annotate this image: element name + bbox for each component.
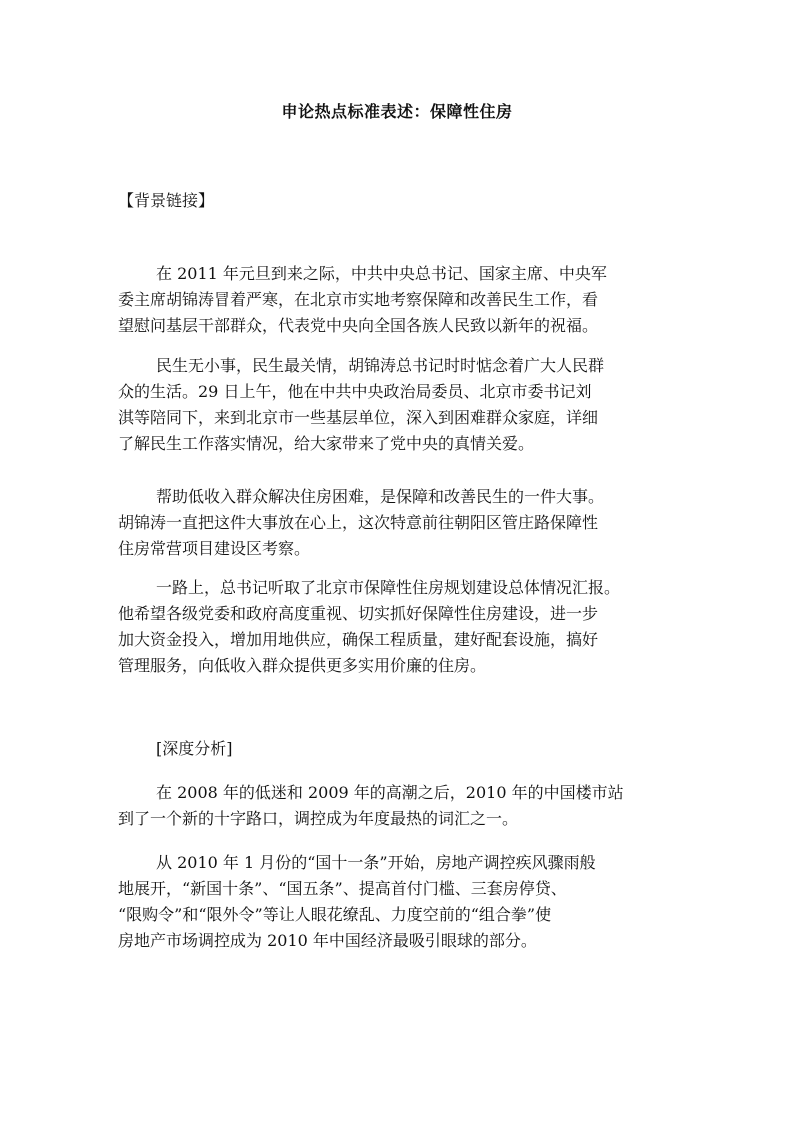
paragraph-analysis-2 — [118, 850, 688, 954]
paragraph-line: 地展开，“新国十条”、“国五条”、提高首付门槛、三套房停贷、 — [118, 879, 567, 898]
paragraph-background-2 — [118, 353, 688, 457]
paragraph-line: 淇等陪同下，来到北京市一些基层单位，深入到困难群众家庭，详细 — [118, 408, 599, 427]
paragraph-line: 帮助低收入群众解决住房困难，是保障和改善民生的一件大事。 — [156, 487, 605, 506]
section-heading-analysis: [深度分析] — [156, 739, 233, 758]
paragraph-line: 加大资金投入，增加用地供应，确保工程质量，建好配套设施，搞好 — [118, 630, 599, 649]
paragraph-line: 一路上，总书记听取了北京市保障性住房规划建设总体情况汇报。 — [156, 578, 621, 597]
paragraph-line: 到了一个新的十字路口，调控成为年度最热的词汇之一。 — [118, 809, 519, 828]
paragraph-line: 在 2008 年的低迷和 2009 年的高潮之后，2010 年的中国楼市站 — [156, 783, 624, 802]
paragraph-line: 委主席胡锦涛冒着严寒，在北京市实地考察保障和改善民生工作，看 — [118, 290, 599, 309]
paragraph-line: 民生无小事，民生最关情，胡锦涛总书记时时惦念着广大人民群 — [156, 356, 605, 375]
document-title: 申论热点标准表述：保障性住房 — [281, 102, 513, 121]
paragraph-background-1 — [118, 261, 688, 339]
paragraph-line: 在 2011 年元旦到来之际，中共中央总书记、国家主席、中央军 — [156, 264, 607, 283]
paragraph-line: 众的生活。29 日上午，他在中共中央政治局委员、北京市委书记刘 — [118, 382, 592, 401]
paragraph-background-4 — [118, 575, 688, 679]
paragraph-line: 他希望各级党委和政府高度重视、切实抓好保障性住房建设，进一步 — [118, 604, 599, 623]
paragraph-line: 从 2010 年 1 月份的“国十一条”开始，房地产调控疾风骤雨般 — [156, 853, 596, 872]
paragraph-line: 了解民生工作落实情况，给大家带来了党中央的真情关爱。 — [118, 434, 535, 453]
paragraph-line: 房地产市场调控成为 2010 年中国经济最吸引眼球的部分。 — [118, 931, 537, 950]
paragraph-background-3 — [118, 484, 688, 562]
section-heading-background: 【背景链接】 — [118, 191, 215, 210]
paragraph-analysis-1 — [118, 780, 688, 832]
paragraph-line: 胡锦涛一直把这件大事放在心上，这次特意前往朝阳区管庄路保障性 — [118, 513, 599, 532]
paragraph-line: 望慰问基层干部群众，代表党中央向全国各族人民致以新年的祝福。 — [118, 316, 599, 335]
paragraph-line: 住房常营项目建设区考察。 — [118, 539, 311, 558]
paragraph-line: “限购令”和“限外令”等让人眼花缭乱、力度空前的“组合拳”使 — [118, 905, 552, 924]
paragraph-line: 管理服务，向低收入群众提供更多实用价廉的住房。 — [118, 656, 487, 675]
